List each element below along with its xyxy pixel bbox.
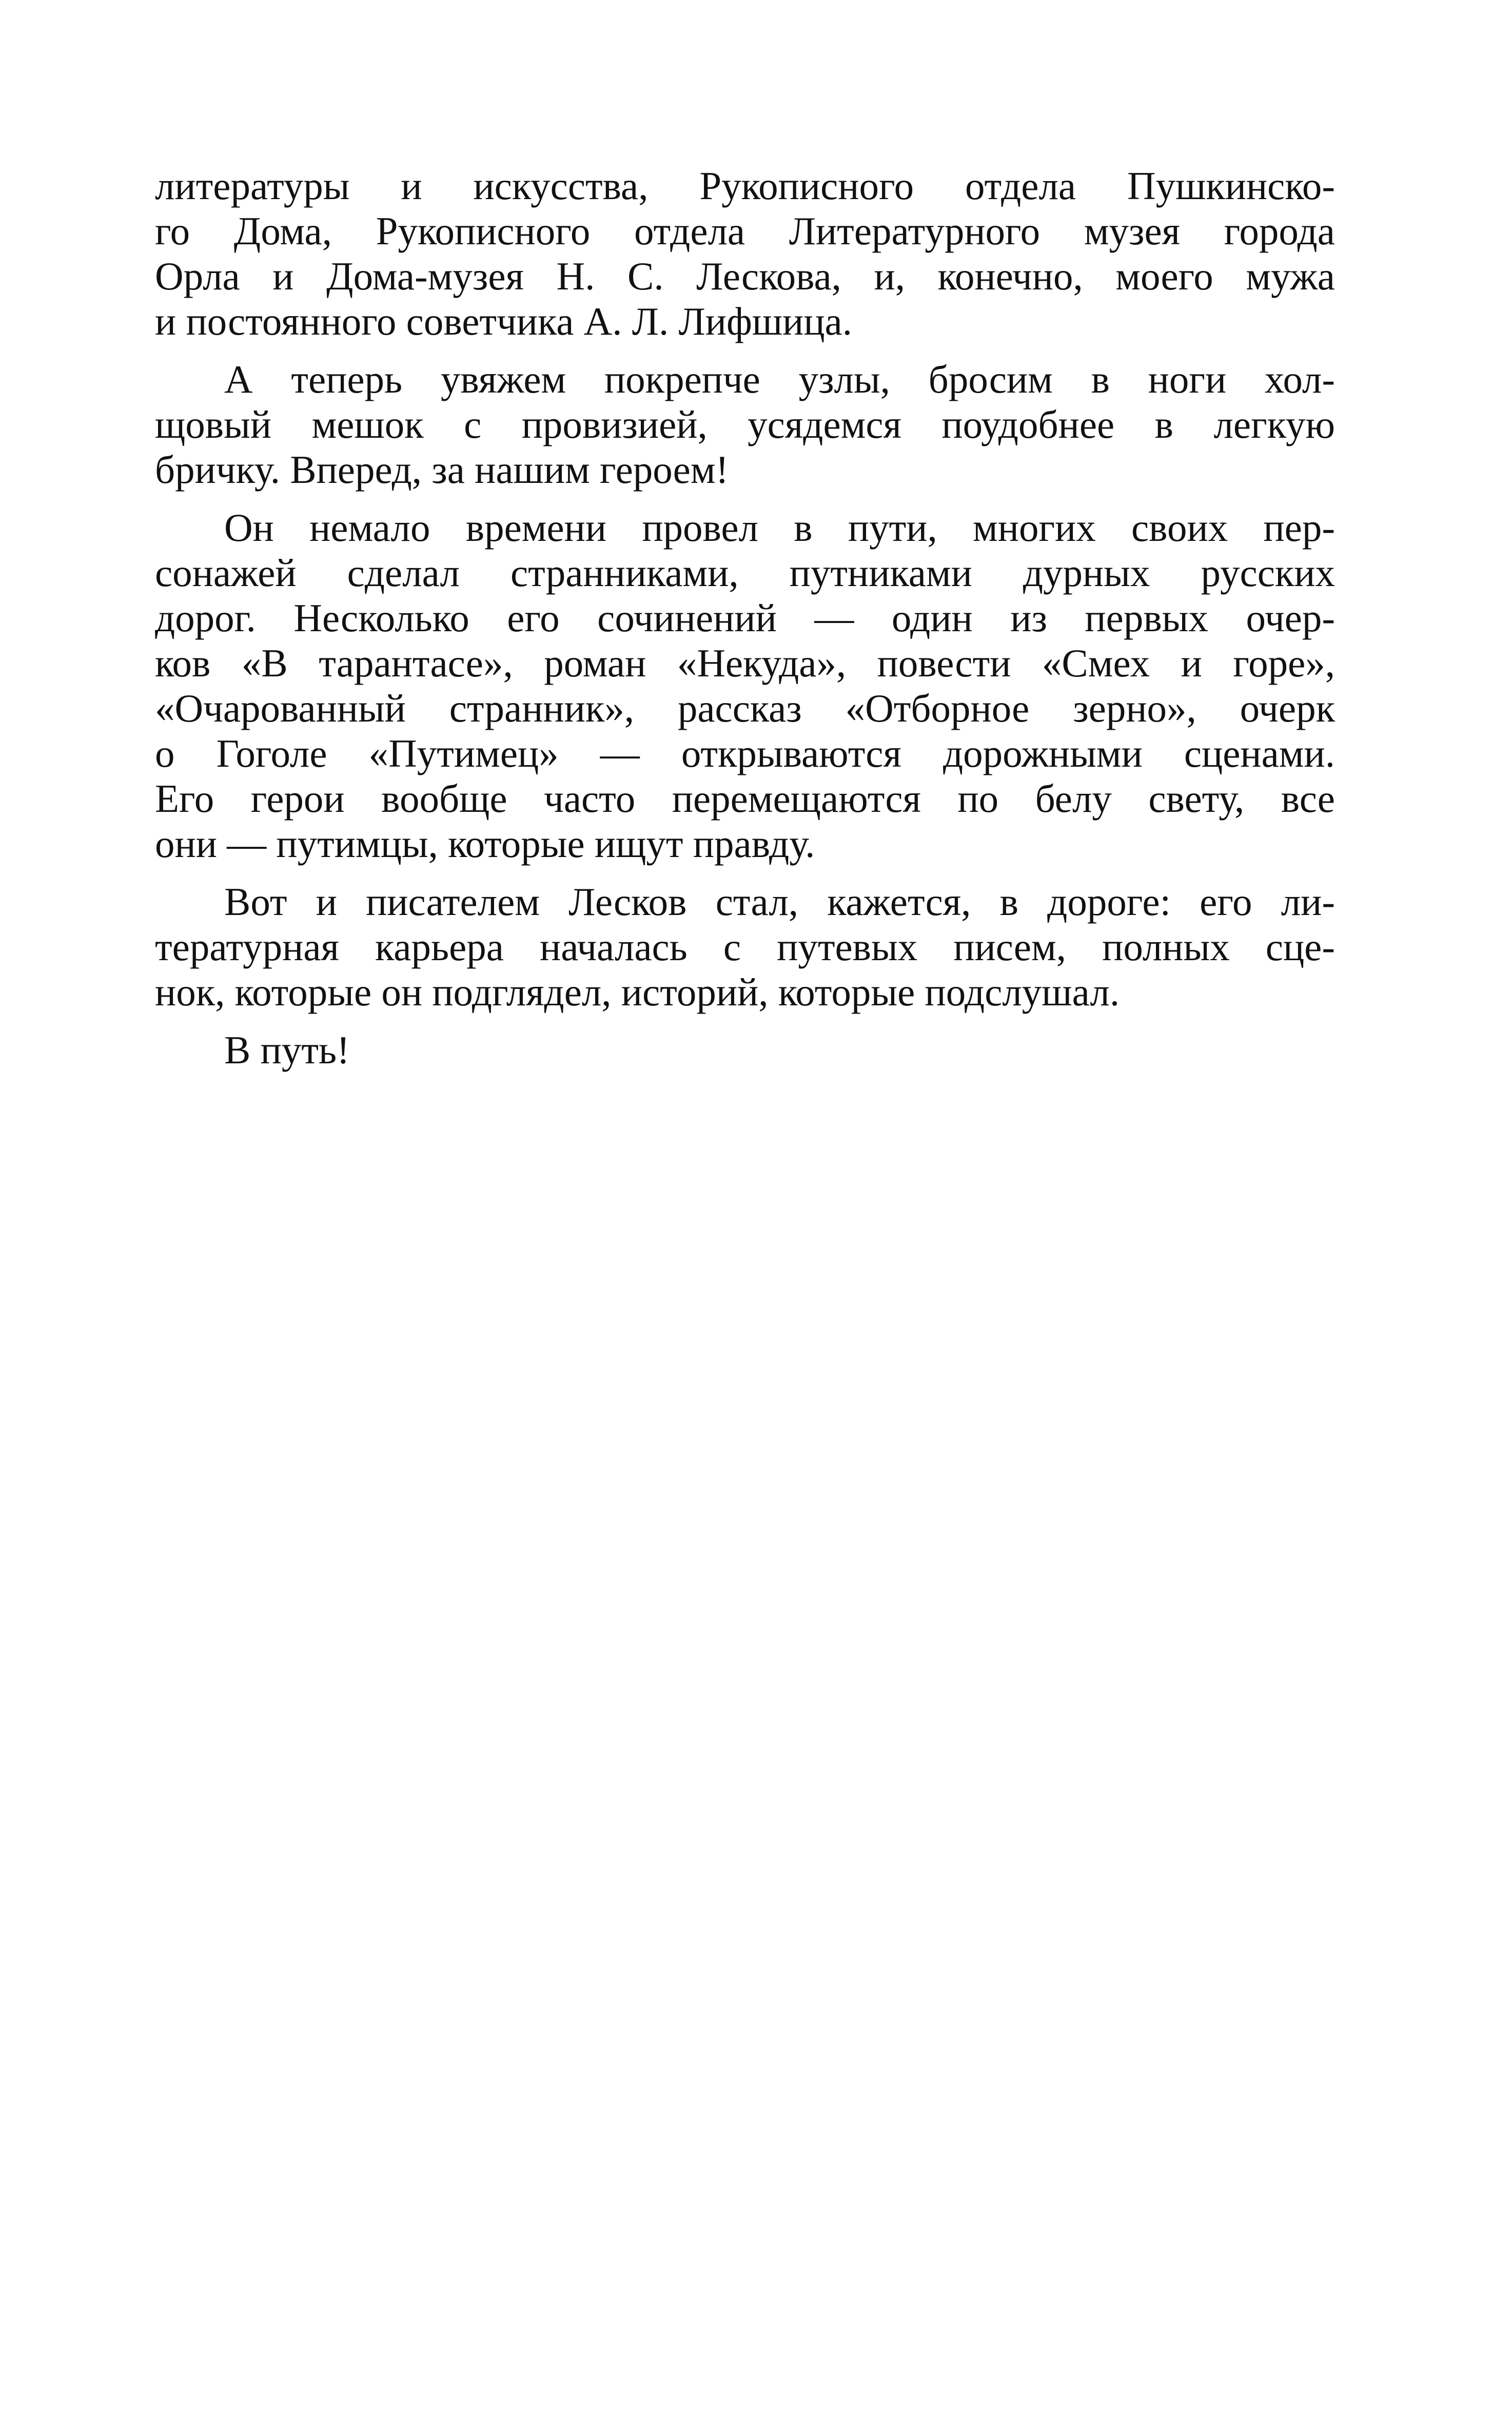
text-line: сонажей сделал странниками, путниками дурных русских [155,551,1335,595]
paragraph-departure [155,357,1335,492]
text-line: «Очарованный странник», рассказ «Отборное зерно», очерк [155,686,1335,730]
text-line: го Дома, Рукописного отдела Литературного музея города [155,209,1335,253]
text-line: А теперь увяжем покрепче узлы, бросим в ноги хол- [224,357,1335,401]
book-page-text [155,163,1335,1073]
paragraph-closing [155,1027,1335,1073]
text-line: В путь! [224,1028,350,1072]
text-line: Орла и Дома-музея Н. С. Лескова, и, конечно, моего мужа [155,254,1335,298]
text-line: Он немало времени провел в пути, многих своих пер- [224,505,1335,550]
text-line: щовый мешок с провизией, усядемся поудобнее в легкую [155,402,1335,446]
text-line: бричку. Вперед, за нашим героем! [155,447,729,492]
paragraph-travels [155,505,1335,866]
text-line: нок, которые он подглядел, историй, которые подслушал. [155,970,1120,1014]
text-line: они — путимцы, которые ищут правду. [155,822,815,866]
paragraph-acknowledgements [155,163,1335,344]
text-line: о Гоголе «Путимец» — открываются дорожными сценами. [155,731,1335,775]
paragraph-career [155,879,1335,1015]
text-line: дорог. Несколько его сочинений — один из первых очер- [155,596,1335,640]
text-line: Его герои вообще часто перемещаются по белу свету, все [155,776,1335,821]
text-line: и постоянного советчика А. Л. Лифшица. [155,299,852,343]
text-line: Вот и писателем Лесков стал, кажется, в дороге: его ли- [224,880,1335,924]
text-line: тературная карьера началась с путевых писем, полных сце- [155,925,1335,969]
text-line: литературы и искусства, Рукописного отдела Пушкинско- [155,164,1335,208]
text-line: ков «В тарантасе», роман «Некуда», повести «Смех и горе», [155,641,1335,685]
